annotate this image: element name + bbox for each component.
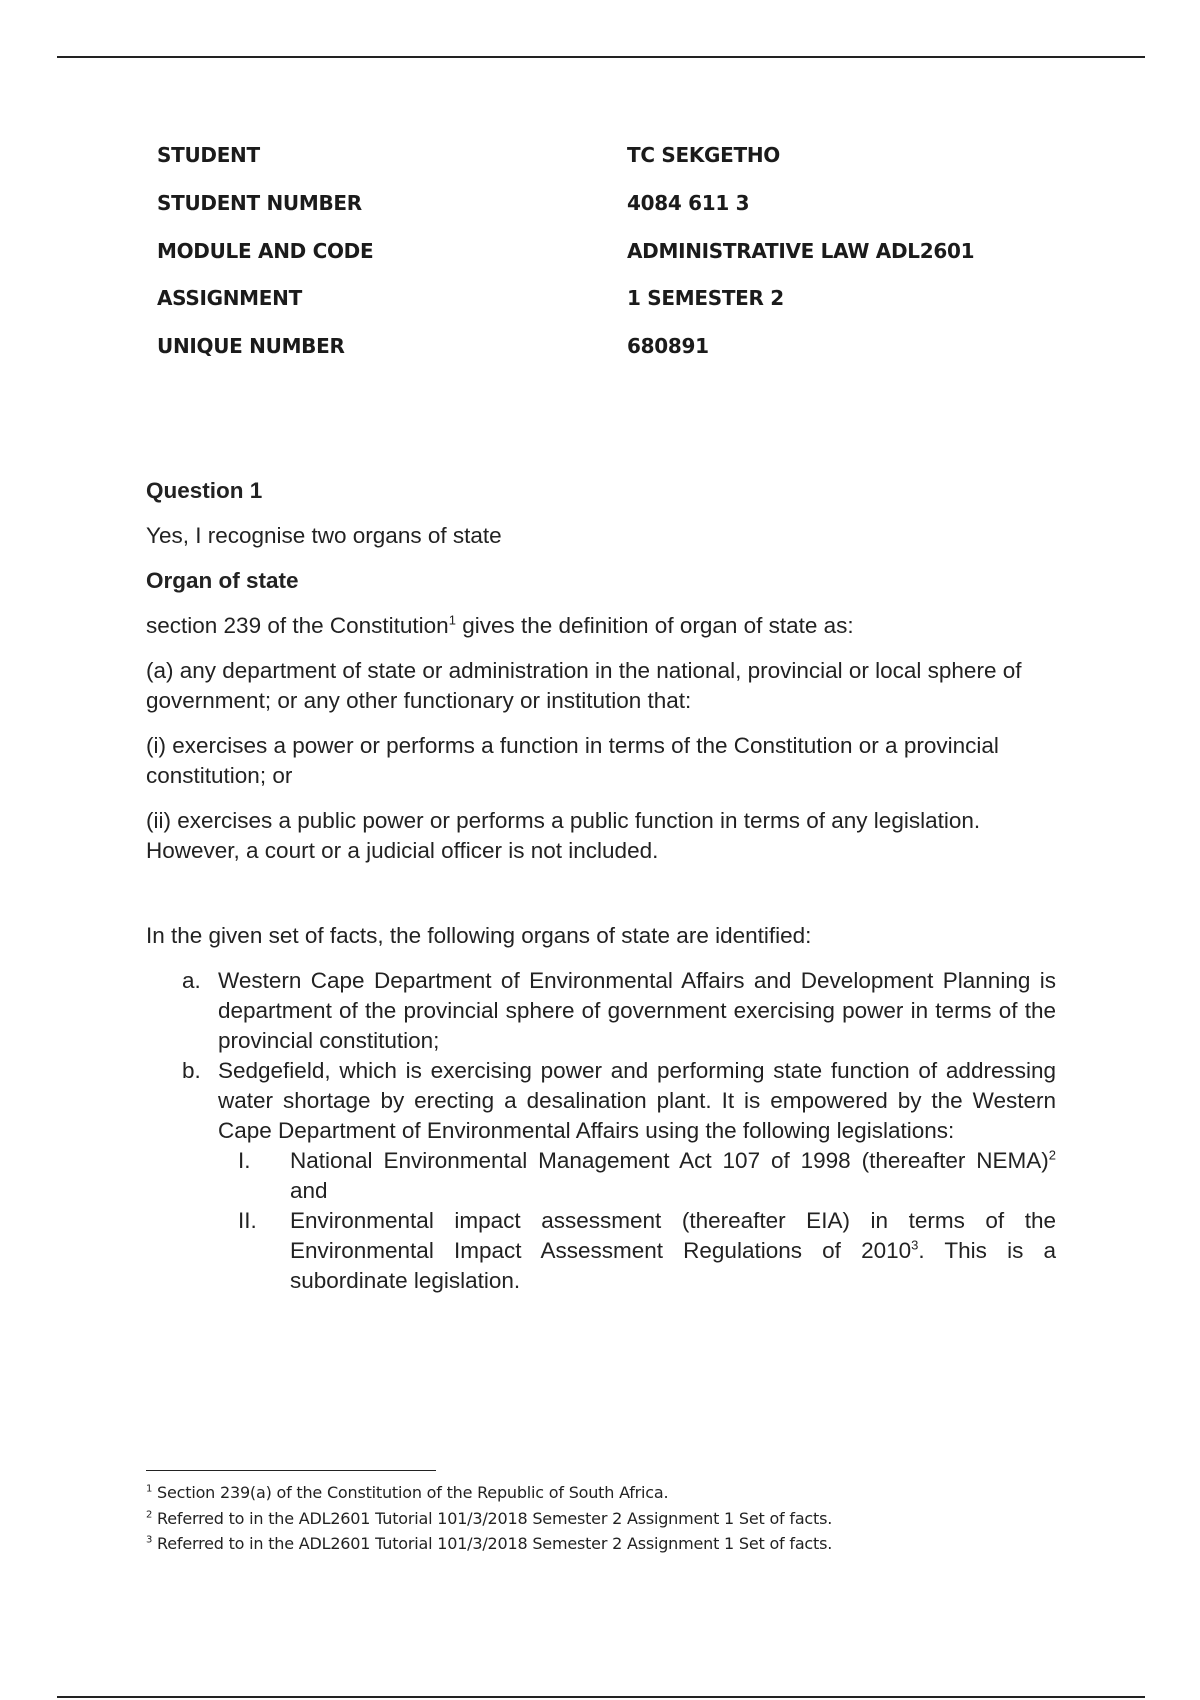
info-value: ADMINISTRATIVE LAW ADL2601: [627, 238, 975, 263]
footnote-number: 1: [146, 1483, 153, 1495]
definition-ii: (ii) exercises a public power or performs a public function in terms of any legislation. However, a court or a judicial officer is not included.: [146, 808, 981, 863]
footnote-number: 2: [146, 1509, 153, 1521]
info-row-unique-number: [157, 334, 1057, 382]
info-label: UNIQUE NUMBER: [157, 334, 345, 358]
list-item-text: Western Cape Department of Environmental Affairs and Development Planning is department of the provincial sphere of government exercising power in terms of the provincial constitution;: [218, 968, 1056, 1053]
info-label: ASSIGNMENT: [157, 286, 302, 311]
definition-i: (i) exercises a power or performs a function in terms of the Constitution or a provincial constitution; or: [146, 733, 999, 788]
student-info-table: [157, 143, 1057, 382]
footnote-separator: [146, 1470, 436, 1471]
list-item-b: [146, 1056, 1056, 1146]
list-item-text: Environmental impact assessment (thereafter EIA) in terms of the Environmental Impact Assessment Regulations of 2010: [290, 1208, 1056, 1263]
list-marker: a.: [182, 968, 201, 993]
info-row-student: [157, 143, 1057, 191]
definition-intro-text: section 239 of the Constitution: [146, 613, 449, 638]
footer-rule: [57, 1696, 1145, 1698]
footnote-text: Referred to in the ADL2601 Tutorial 101/3/2018 Semester 2 Assignment 1 Set of facts.: [152, 1508, 833, 1528]
list-item-a: [146, 966, 1056, 1056]
list-item-b-i: [146, 1146, 1056, 1206]
list-marker: I.: [238, 1148, 251, 1173]
definition-intro: [146, 611, 1056, 641]
facts-intro: In the given set of facts, the following organs of state are identified:: [146, 923, 812, 948]
list-item-b-ii: [146, 1206, 1056, 1296]
footnote-2: [146, 1506, 1046, 1532]
info-label: STUDENT: [157, 143, 260, 167]
list-item-text-rest: . This is a subordinate legislation.: [290, 1238, 1056, 1293]
info-value: TC SEKGETHO: [627, 143, 781, 167]
header-rule: [57, 56, 1145, 58]
info-value: 1 SEMESTER 2: [627, 286, 784, 311]
list-item-text: Sedgefield, which is exercising power and performing state function of addressing water shortage by erecting a desalination plant. It is empowered by the Western Cape Department of Environmental Affairs using the following legislations:: [218, 1058, 1056, 1143]
document-body: [146, 476, 1056, 1296]
list-item-text: National Environmental Management Act 107 of 1998 (thereafter NEMA): [290, 1148, 1049, 1173]
footnote-text: Referred to in the ADL2601 Tutorial 101/3/2018 Semester 2 Assignment 1 Set of facts.: [152, 1534, 833, 1553]
definition-intro-rest: gives the definition of organ of state as:: [455, 613, 854, 638]
info-value: 680891: [627, 334, 709, 358]
answer-text: Yes, I recognise two organs of state: [146, 523, 502, 548]
info-row-module: [157, 239, 1057, 287]
footnote-ref-1: 1: [448, 612, 456, 628]
organ-heading: Organ of state: [146, 568, 299, 593]
info-value: 4084 611 3: [627, 190, 750, 215]
footnote-3: [146, 1531, 1046, 1557]
footnote-1: [146, 1480, 1046, 1506]
list-item-text-rest: and: [290, 1178, 328, 1203]
question-heading: Question 1: [146, 478, 263, 503]
footnote-ref-3: 3: [911, 1237, 919, 1253]
footnote-ref-2: 2: [1048, 1147, 1056, 1163]
footnote-text: Section 239(a) of the Constitution of the Republic of South Africa.: [152, 1483, 669, 1502]
footnote-number: 3: [146, 1534, 153, 1546]
info-label: MODULE AND CODE: [157, 238, 374, 263]
footnotes: [146, 1480, 1046, 1557]
info-row-assignment: [157, 286, 1057, 334]
info-row-student-number: [157, 191, 1057, 239]
list-marker: b.: [182, 1058, 201, 1083]
info-label: STUDENT NUMBER: [157, 190, 362, 215]
list-marker: II.: [238, 1208, 257, 1233]
definition-a: (a) any department of state or administration in the national, provincial or local sphere of government; or any other functionary or institution that:: [146, 658, 1022, 713]
